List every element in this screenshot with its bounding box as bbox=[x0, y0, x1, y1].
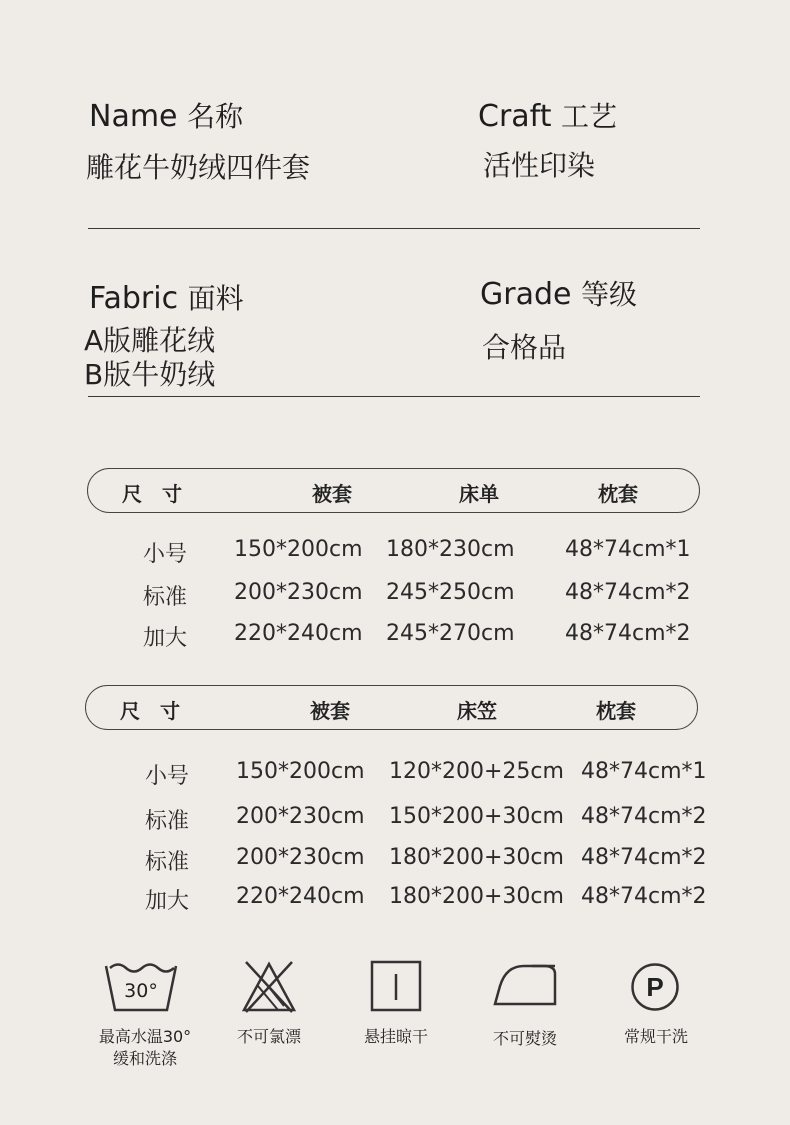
cell-pillow: 48*74cm*2 bbox=[565, 580, 691, 605]
fabric-value bbox=[84, 324, 215, 392]
cell-size: 小号 bbox=[145, 764, 190, 789]
craft-label-cn: 工艺 bbox=[561, 100, 618, 133]
cell-duvet: 150*200cm bbox=[236, 759, 365, 784]
care-label-wash bbox=[92, 1026, 198, 1070]
care-label-bleach: 不可氯漂 bbox=[236, 1027, 301, 1046]
cell-sheet: 180*230cm bbox=[386, 537, 515, 562]
table-row bbox=[0, 845, 790, 875]
name-label-en: Name bbox=[89, 99, 178, 134]
cell-fitted-sheet: 180*200+30cm bbox=[389, 845, 564, 870]
craft-label-en: Craft bbox=[478, 99, 552, 134]
care-label-iron: 不可熨烫 bbox=[492, 1029, 557, 1048]
cell-size: 标准 bbox=[145, 809, 190, 834]
fabric-label-en: Fabric bbox=[89, 281, 179, 316]
fabric-value-a: A版雕花绒 bbox=[84, 324, 216, 357]
grade-label bbox=[480, 273, 637, 313]
header-sheet: 床单 bbox=[459, 482, 499, 506]
craft-label bbox=[478, 95, 617, 135]
table2-header bbox=[85, 685, 698, 730]
hang-dry-icon bbox=[370, 960, 422, 1012]
grade-label-en: Grade bbox=[480, 277, 572, 312]
wash-temp-badge: 30° bbox=[124, 980, 158, 1002]
craft-value: 活性印染 bbox=[483, 149, 596, 182]
cell-duvet: 150*200cm bbox=[234, 537, 363, 562]
dry-clean-p-icon bbox=[630, 962, 680, 1012]
no-iron-icon bbox=[492, 962, 558, 1008]
cell-size: 标准 bbox=[143, 585, 188, 610]
table-row bbox=[0, 580, 790, 610]
cell-duvet: 220*240cm bbox=[234, 621, 363, 646]
header-pillow: 枕套 bbox=[596, 699, 636, 723]
cell-sheet: 245*250cm bbox=[386, 580, 515, 605]
cell-duvet: 200*230cm bbox=[236, 845, 365, 870]
table-row bbox=[0, 804, 790, 834]
cell-pillow: 48*74cm*2 bbox=[581, 845, 707, 870]
grade-value: 合格品 bbox=[482, 331, 567, 364]
fabric-label bbox=[89, 277, 244, 317]
wash-tub-icon bbox=[102, 958, 180, 1016]
name-value: 雕花牛奶绒四件套 bbox=[86, 151, 311, 184]
name-label bbox=[89, 95, 243, 135]
cell-fitted-sheet: 150*200+30cm bbox=[389, 804, 564, 829]
cell-size: 加大 bbox=[143, 626, 188, 651]
care-label-hang: 悬挂晾干 bbox=[363, 1027, 428, 1046]
wash-line1: 最高水温30° bbox=[98, 1027, 192, 1046]
cell-duvet: 200*230cm bbox=[236, 804, 365, 829]
header-pillow: 枕套 bbox=[598, 482, 638, 506]
header-size: 尺 寸 bbox=[120, 699, 180, 723]
cell-duvet: 200*230cm bbox=[234, 580, 363, 605]
header-size: 尺 寸 bbox=[122, 482, 182, 506]
cell-fitted-sheet: 180*200+30cm bbox=[389, 884, 564, 909]
header-duvet: 被套 bbox=[312, 482, 352, 506]
no-bleach-icon bbox=[240, 958, 298, 1016]
header-fitted-sheet: 床笠 bbox=[457, 699, 497, 723]
wash-line2: 缓和洗涤 bbox=[112, 1049, 177, 1068]
cell-size: 小号 bbox=[143, 542, 188, 567]
cell-pillow: 48*74cm*2 bbox=[581, 804, 707, 829]
cell-pillow: 48*74cm*1 bbox=[565, 537, 691, 562]
divider bbox=[88, 396, 700, 397]
table-row bbox=[0, 884, 790, 914]
care-label-dryclean: 常规干洗 bbox=[623, 1027, 688, 1046]
cell-sheet: 245*270cm bbox=[386, 621, 515, 646]
grade-label-cn: 等级 bbox=[581, 278, 638, 311]
header-duvet: 被套 bbox=[310, 699, 350, 723]
cell-fitted-sheet: 120*200+25cm bbox=[389, 759, 564, 784]
fabric-label-cn: 面料 bbox=[187, 282, 244, 315]
name-label-cn: 名称 bbox=[187, 100, 244, 133]
cell-pillow: 48*74cm*1 bbox=[581, 759, 707, 784]
cell-size: 加大 bbox=[145, 889, 190, 914]
table-row bbox=[0, 537, 790, 567]
table-row bbox=[0, 621, 790, 651]
cell-pillow: 48*74cm*2 bbox=[581, 884, 707, 909]
table-row bbox=[0, 759, 790, 789]
cell-pillow: 48*74cm*2 bbox=[565, 621, 691, 646]
fabric-value-b: B版牛奶绒 bbox=[84, 358, 216, 391]
table1-header bbox=[87, 468, 700, 513]
cell-size: 标准 bbox=[145, 850, 190, 875]
dry-clean-badge: P bbox=[646, 972, 664, 1002]
cell-duvet: 220*240cm bbox=[236, 884, 365, 909]
divider bbox=[88, 228, 700, 229]
